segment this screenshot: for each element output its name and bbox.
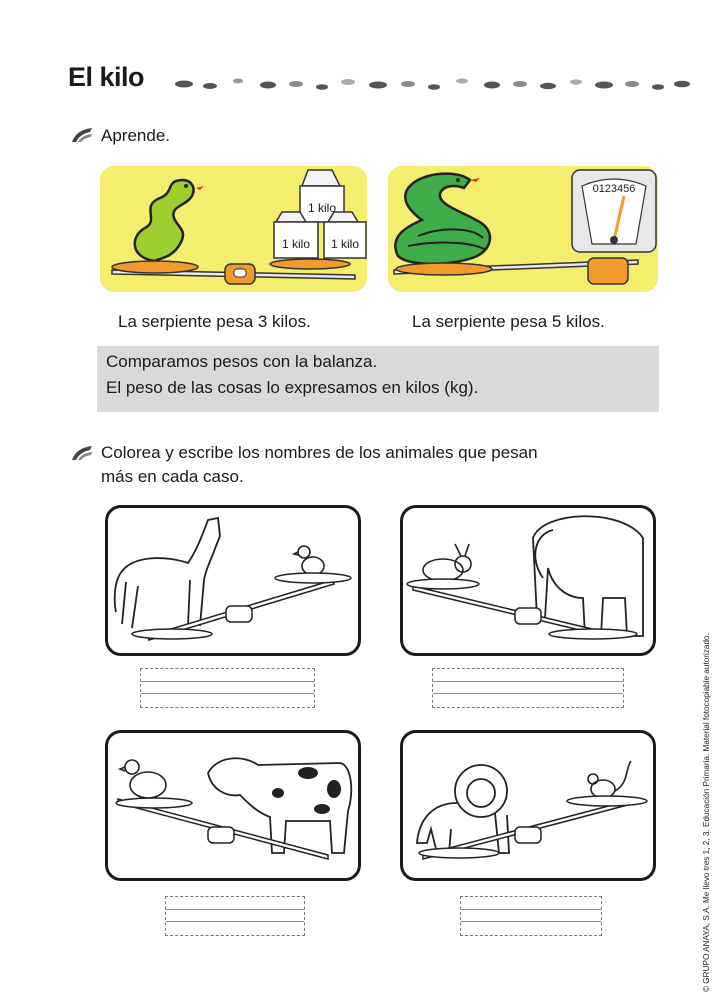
mouse-icon [588, 761, 631, 798]
title-decoration [172, 72, 692, 96]
exercise-frame-3 [105, 730, 361, 881]
horse-icon [115, 518, 220, 628]
info-box [97, 346, 659, 412]
weight-label-left: 1 kilo [281, 237, 311, 251]
caption-left: La serpiente pesa 3 kilos. [118, 312, 311, 331]
dial-numbers: 0123456 [592, 183, 636, 195]
exercise-instruction-line-2: más en cada caso. [101, 467, 244, 486]
answer-field-1[interactable] [140, 668, 315, 708]
scale-illustration-left [100, 166, 367, 292]
page-title: El kilo [68, 62, 145, 92]
pencil-icon [70, 444, 94, 462]
info-line-2: El peso de las cosas lo expresamos en kilos (kg). [106, 378, 479, 397]
chick-icon [294, 546, 324, 575]
scale-illustration-right [388, 166, 658, 292]
copyright-notice: © GRUPO ANAYA, S.A. Me llevo tres 1, 2, 3. Educación Primaria. Material fotocopiable autorizado. [702, 633, 711, 992]
answer-field-2[interactable] [432, 668, 624, 708]
weight-label-right: 1 kilo [330, 237, 360, 251]
answer-field-3[interactable] [165, 896, 305, 936]
weight-block-right [324, 212, 366, 258]
exercise-frame-2 [400, 505, 656, 656]
exercise-frame-1 [105, 505, 361, 656]
exercise-instruction-line-1: Colorea y escribe los nombres de los animales que pesan [101, 443, 538, 462]
weight-label-top: 1 kilo [307, 201, 337, 215]
scale-panel-left [100, 166, 367, 292]
rabbit-icon [423, 544, 471, 581]
caption-right: La serpiente pesa 5 kilos. [412, 312, 605, 331]
pencil-icon [70, 126, 94, 144]
scale-panel-right [388, 166, 658, 292]
exercise-frame-4 [400, 730, 656, 881]
section-title-learn: Aprende. [101, 126, 170, 145]
info-line-1: Comparamos pesos con la balanza. [106, 352, 378, 371]
answer-field-4[interactable] [460, 896, 602, 936]
